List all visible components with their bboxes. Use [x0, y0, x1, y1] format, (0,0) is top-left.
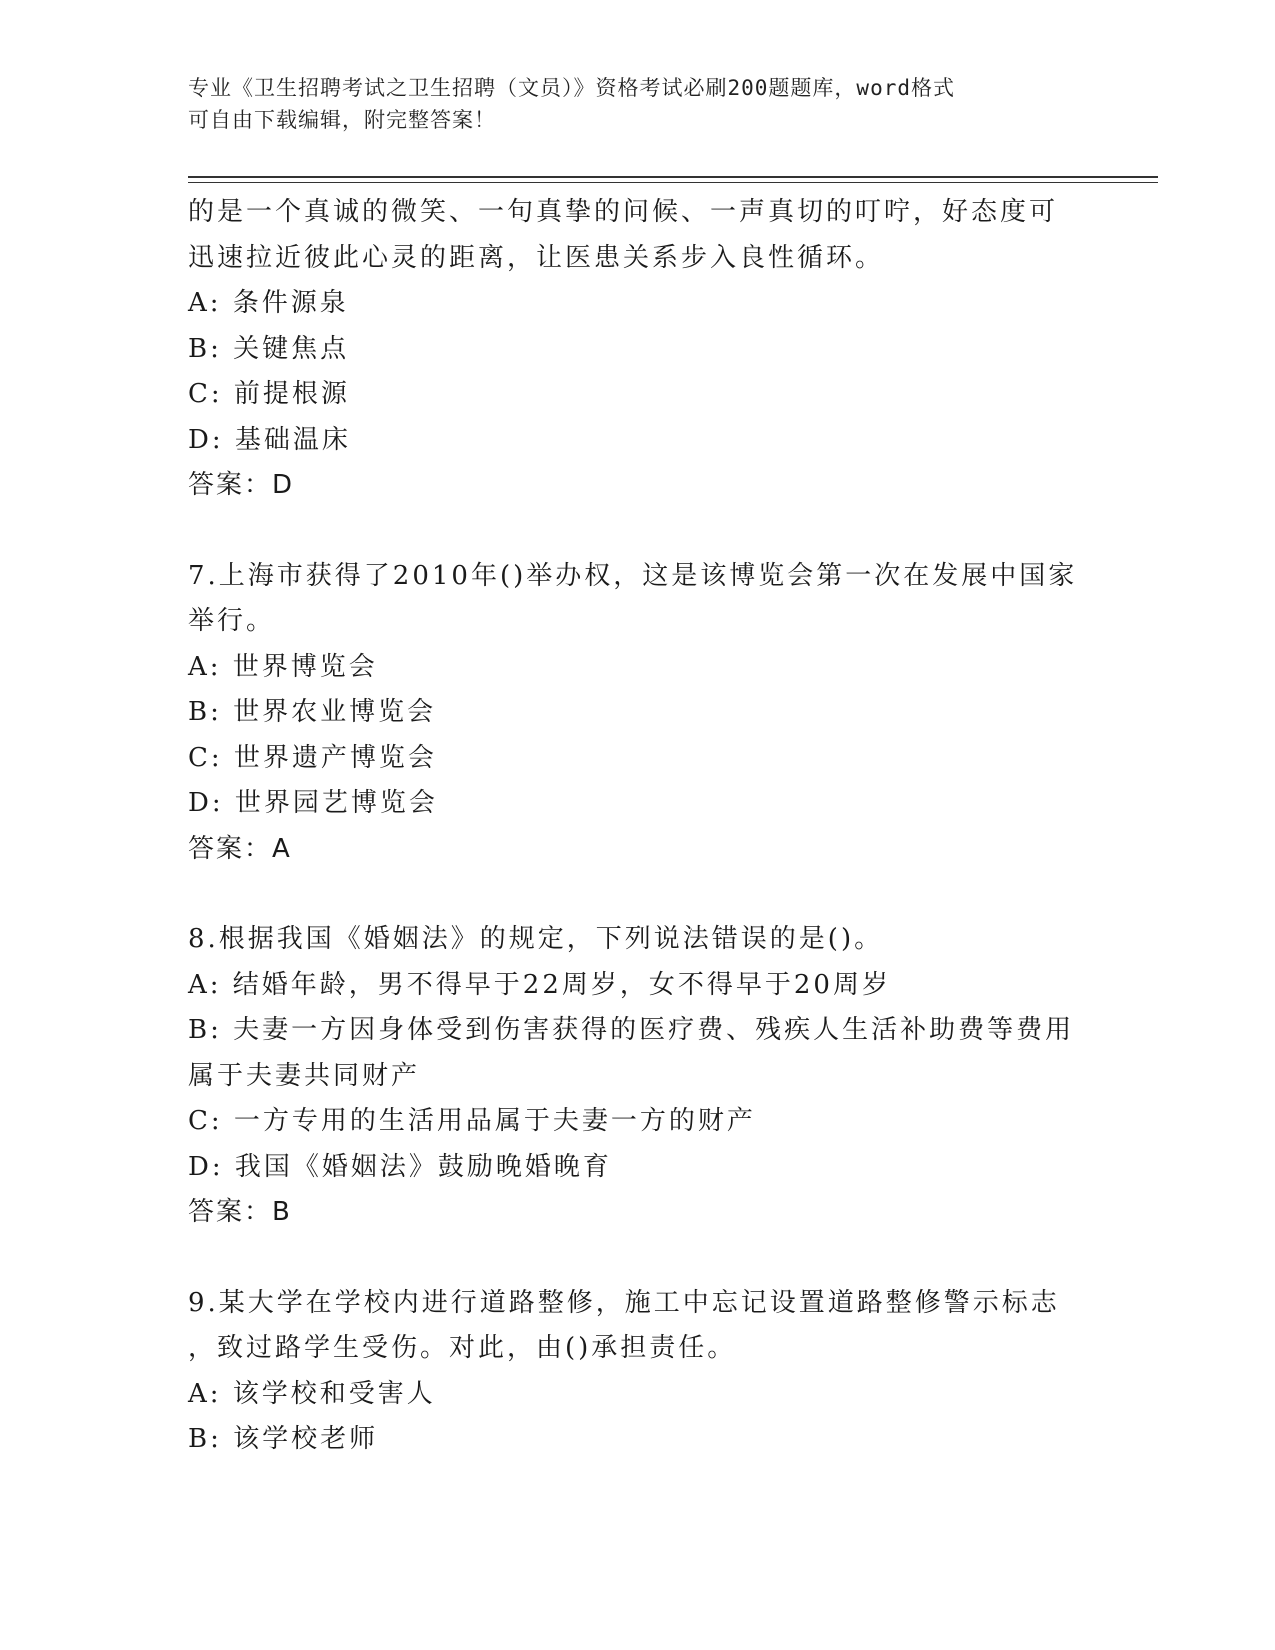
question-9: [188, 1281, 1088, 1463]
header-rule-thick: [188, 176, 1158, 178]
option-b: B: 夫妻一方因身体受到伤害获得的医疗费、残疾人生活补助费等费用: [188, 1015, 1075, 1045]
option-b-continued: 属于夫妻共同财产: [188, 1060, 421, 1091]
option-b: B: 世界农业博览会: [188, 697, 437, 727]
question-stem: 的是一个真诚的微笑、一句真挚的问候、一声真切的叮咛，好态度可: [188, 197, 1059, 227]
question-stem: 8.根据我国《婚姻法》的规定，下列说法错误的是()。: [188, 924, 884, 954]
header-line-1: 专业《卫生招聘考试之卫生招聘（文员）》资格考试必刷200题题库，word格式: [188, 76, 955, 100]
answer-line: 答案：B: [188, 1197, 292, 1227]
question-7: [188, 554, 1088, 873]
option-a: A: 世界博览会: [188, 651, 378, 682]
option-d: D: 世界园艺博览会: [188, 788, 438, 818]
answer-line: 答案：D: [188, 470, 295, 500]
option-a: A: 条件源泉: [188, 288, 349, 318]
option-c: C: 前提根源: [188, 379, 350, 409]
question-stem: 举行。: [188, 606, 276, 636]
document-header: [188, 72, 1068, 136]
option-a: A: 结婚年龄，男不得早于22周岁，女不得早于20周岁: [188, 969, 891, 1000]
question-8: [188, 917, 1088, 1236]
option-b: B: 该学校老师: [188, 1424, 379, 1454]
question-6: [188, 190, 1088, 509]
header-rule-thin: [188, 182, 1158, 183]
option-c: C: 一方专用的生活用品属于夫妻一方的财产: [188, 1106, 756, 1136]
question-stem: 9.某大学在学校内进行道路整修，施工中忘记设置道路整修警示标志: [188, 1287, 1060, 1318]
option-d: D: 我国《婚姻法》鼓励晚婚晚育: [188, 1151, 612, 1182]
question-stem: 7.上海市获得了2010年()举办权，这是该博览会第一次在发展中国家: [188, 560, 1078, 591]
option-d: D: 基础温床: [188, 424, 351, 455]
option-a: A: 该学校和受害人: [188, 1378, 436, 1409]
header-line-2: 可自由下载编辑，附完整答案！: [188, 108, 496, 132]
option-b: B: 关键焦点: [188, 333, 350, 364]
document-body: [188, 190, 1088, 1463]
option-c: C: 世界遗产博览会: [188, 742, 437, 773]
question-stem: ，致过路学生受伤。对此，由()承担责任。: [188, 1333, 737, 1363]
question-stem: 迅速拉近彼此心灵的距离，让医患关系步入良性循环。: [188, 242, 885, 273]
answer-line: 答案：A: [188, 833, 292, 864]
